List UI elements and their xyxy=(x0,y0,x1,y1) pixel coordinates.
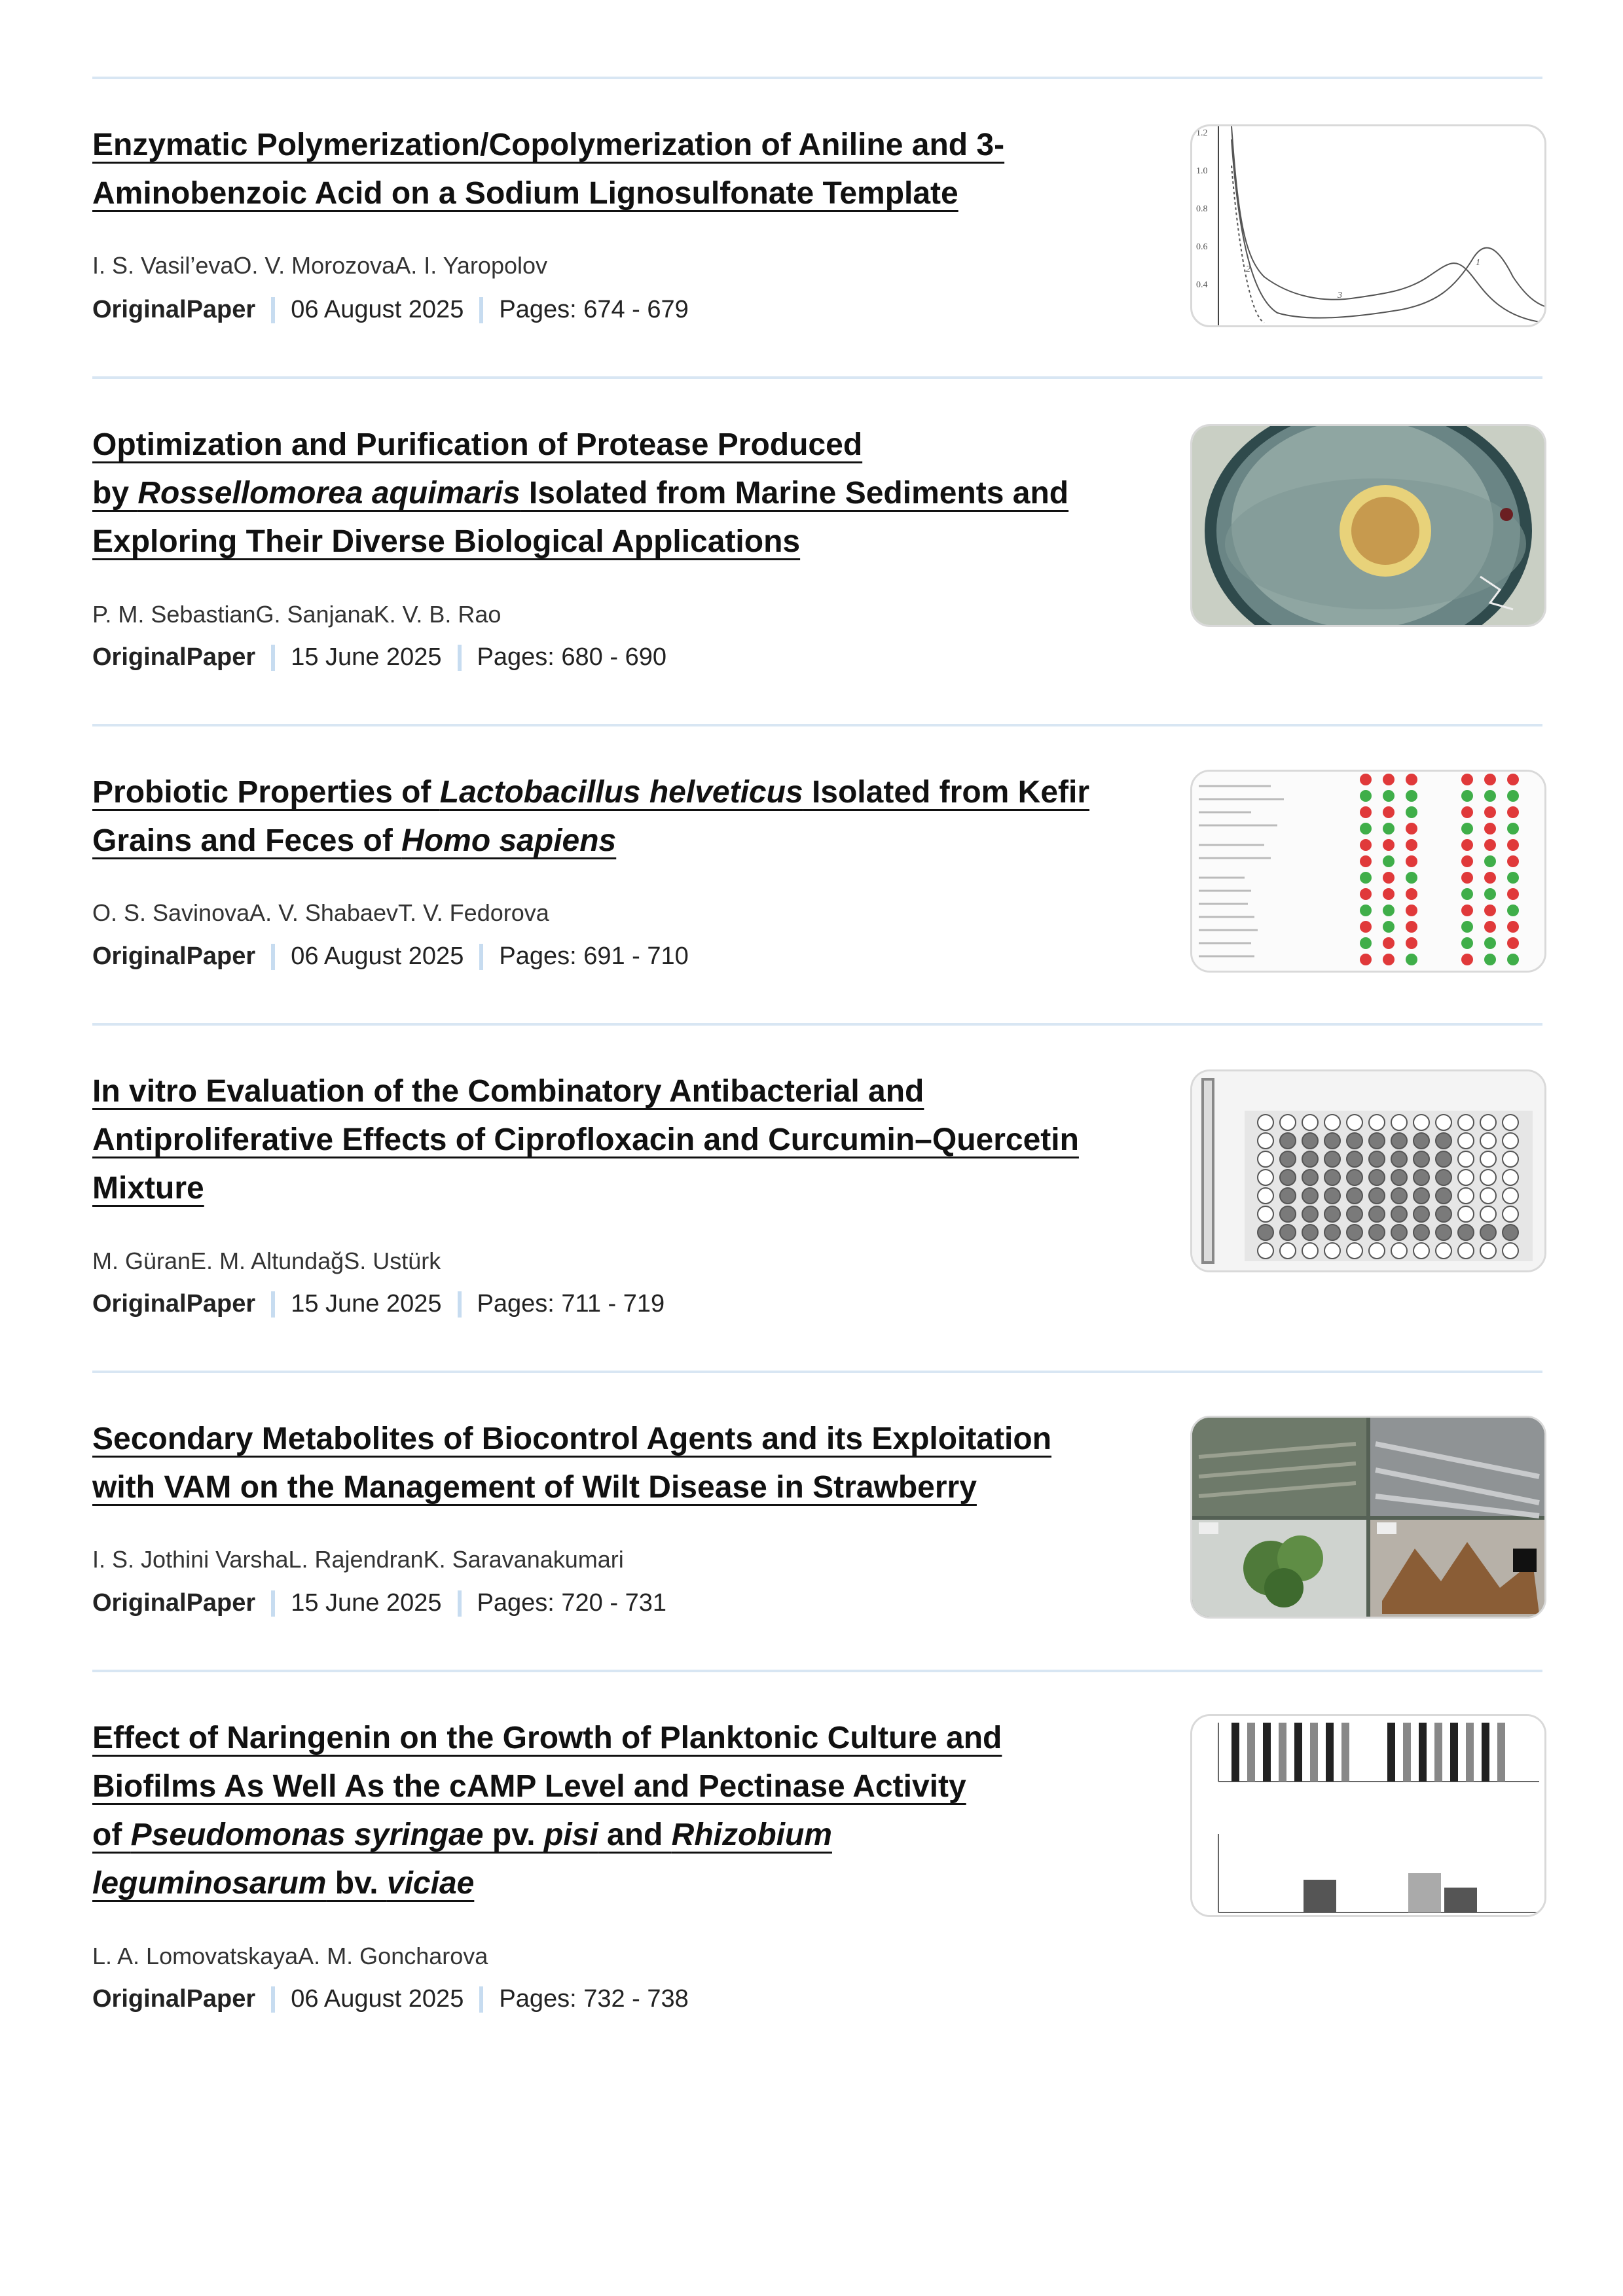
well-mark xyxy=(1302,1188,1318,1204)
well-mark xyxy=(1436,1170,1451,1185)
article-date: 06 August 2025 xyxy=(291,1985,464,2013)
title-line[interactable]: Aminobenzoic Acid on a Sodium Lignosulfonate Template xyxy=(92,176,958,211)
well-mark xyxy=(1503,1225,1518,1240)
dot-mark xyxy=(1383,954,1395,965)
article-title[interactable] xyxy=(92,768,1166,865)
tick-label: 1.2 xyxy=(1196,128,1208,138)
dot-mark xyxy=(1360,905,1372,916)
well-mark xyxy=(1480,1133,1496,1149)
well-mark xyxy=(1258,1206,1273,1222)
well-mark xyxy=(1258,1243,1273,1259)
title-line[interactable]: Grains and Feces of Homo sapiens xyxy=(92,823,617,858)
article-date: 15 June 2025 xyxy=(291,1290,442,1318)
dot-mark xyxy=(1507,774,1519,785)
well-mark xyxy=(1391,1151,1407,1167)
well-mark xyxy=(1391,1170,1407,1185)
article-authors: O. S. SavinovaA. V. ShabaevT. V. Fedorova xyxy=(92,899,549,926)
well-mark xyxy=(1480,1206,1496,1222)
well-mark xyxy=(1347,1133,1362,1149)
dot-mark xyxy=(1360,855,1372,867)
separator xyxy=(458,645,462,671)
bar-mark xyxy=(1419,1723,1427,1782)
dot-mark xyxy=(1383,839,1395,851)
dot-mark xyxy=(1461,921,1473,933)
dot-mark xyxy=(1406,790,1417,802)
tick-label: 0.8 xyxy=(1196,204,1208,214)
bar-mark xyxy=(1450,1723,1458,1782)
dot-mark xyxy=(1507,790,1519,802)
divider xyxy=(92,1670,1542,1672)
dot-mark xyxy=(1383,937,1395,949)
dot-mark xyxy=(1484,774,1496,785)
dot-mark xyxy=(1484,888,1496,900)
divider xyxy=(92,376,1542,379)
dot-mark xyxy=(1360,774,1372,785)
divider xyxy=(92,77,1542,79)
title-line[interactable]: Probiotic Properties of Lactobacillus helveticus Isolated from Kefir xyxy=(92,775,1090,810)
dot-mark xyxy=(1461,806,1473,818)
well-mark xyxy=(1347,1188,1362,1204)
well-mark xyxy=(1369,1206,1385,1222)
well-mark xyxy=(1480,1170,1496,1185)
dot-mark xyxy=(1484,855,1496,867)
dot-mark xyxy=(1507,872,1519,884)
well-mark xyxy=(1258,1133,1273,1149)
bar-mark xyxy=(1231,1723,1239,1782)
divider xyxy=(92,1371,1542,1373)
bar-mark xyxy=(1247,1723,1255,1782)
well-mark xyxy=(1258,1170,1273,1185)
curve-label: 1 xyxy=(1476,258,1480,268)
well-mark xyxy=(1480,1188,1496,1204)
tick-label: 0.6 xyxy=(1196,242,1208,252)
well-mark xyxy=(1391,1225,1407,1240)
well-mark xyxy=(1302,1151,1318,1167)
field-photos-icon[interactable] xyxy=(1190,1416,1546,1619)
article-title[interactable] xyxy=(92,1714,1166,1908)
well-mark xyxy=(1369,1170,1385,1185)
bar-mark xyxy=(1434,1723,1442,1782)
article-meta xyxy=(92,1589,666,1617)
dot-mark xyxy=(1360,823,1372,834)
well-mark xyxy=(1347,1225,1362,1240)
article-type: OriginalPaper xyxy=(92,296,256,323)
well-mark xyxy=(1280,1225,1296,1240)
separator xyxy=(271,645,275,671)
well-mark xyxy=(1436,1115,1451,1130)
well-mark xyxy=(1280,1115,1296,1130)
dot-mark xyxy=(1383,823,1395,834)
well-mark xyxy=(1324,1115,1340,1130)
article-pages: Pages: 732 - 738 xyxy=(499,1985,689,2013)
well-mark xyxy=(1391,1243,1407,1259)
dot-mark xyxy=(1507,954,1519,965)
well-plate-icon[interactable] xyxy=(1190,1069,1546,1272)
well-mark xyxy=(1324,1133,1340,1149)
well-mark xyxy=(1458,1151,1474,1167)
article-meta xyxy=(92,942,689,971)
well-mark xyxy=(1280,1206,1296,1222)
dot-mark xyxy=(1383,905,1395,916)
well-mark xyxy=(1324,1151,1340,1167)
petri-dish-icon[interactable] xyxy=(1190,424,1546,627)
well-mark xyxy=(1503,1206,1518,1222)
well-mark xyxy=(1458,1243,1474,1259)
dot-mark xyxy=(1484,790,1496,802)
dot-mark xyxy=(1461,888,1473,900)
dot-mark xyxy=(1360,872,1372,884)
article-pages: Pages: 674 - 679 xyxy=(499,296,689,323)
dot-mark xyxy=(1360,921,1372,933)
well-mark xyxy=(1436,1243,1451,1259)
dot-mark xyxy=(1383,872,1395,884)
separator xyxy=(458,1291,462,1318)
separator xyxy=(479,1986,483,2013)
dot-mark xyxy=(1406,855,1417,867)
curve-label: 2 xyxy=(1246,264,1250,274)
well-mark xyxy=(1458,1225,1474,1240)
well-mark xyxy=(1302,1225,1318,1240)
bar-mark xyxy=(1294,1723,1302,1782)
dot-mark xyxy=(1360,806,1372,818)
well-mark xyxy=(1503,1151,1518,1167)
dot-mark xyxy=(1507,855,1519,867)
article-type: OriginalPaper xyxy=(92,1290,256,1318)
well-mark xyxy=(1324,1170,1340,1185)
title-line[interactable]: In vitro Evaluation of the Combinatory Antibacterial and xyxy=(92,1074,924,1109)
spectrum-chart-icon[interactable] xyxy=(1190,124,1546,327)
well-mark xyxy=(1280,1188,1296,1204)
article-date: 15 June 2025 xyxy=(291,1589,442,1617)
dot-mark xyxy=(1383,921,1395,933)
article-date: 06 August 2025 xyxy=(291,942,464,970)
bar-mark xyxy=(1387,1723,1395,1782)
well-mark xyxy=(1280,1151,1296,1167)
article-type: OriginalPaper xyxy=(92,1589,256,1617)
title-line[interactable]: Mixture xyxy=(92,1171,204,1206)
article-authors: I. S. Jothini VarshaL. RajendranK. Saravanakumari xyxy=(92,1546,624,1573)
divider xyxy=(92,724,1542,726)
well-mark xyxy=(1302,1170,1318,1185)
well-mark xyxy=(1369,1225,1385,1240)
well-mark xyxy=(1436,1188,1451,1204)
dot-mark xyxy=(1383,888,1395,900)
dot-mark xyxy=(1461,774,1473,785)
bar-chart-icon[interactable] xyxy=(1190,1714,1546,1917)
bar-mark xyxy=(1497,1723,1505,1782)
article-meta xyxy=(92,296,689,324)
article-meta xyxy=(92,1290,665,1318)
dot-mark xyxy=(1406,839,1417,851)
title-line[interactable]: Biofilms As Well As the cAMP Level and Pectinase Activity xyxy=(92,1769,966,1804)
title-line[interactable]: with VAM on the Management of Wilt Disease in Strawberry xyxy=(92,1470,977,1505)
dot-mark xyxy=(1360,790,1372,802)
tick-label: 1.0 xyxy=(1196,166,1208,176)
dot-mark xyxy=(1406,937,1417,949)
dot-mark xyxy=(1360,937,1372,949)
well-mark xyxy=(1503,1133,1518,1149)
article-date: 15 June 2025 xyxy=(291,643,442,671)
separator xyxy=(271,1986,275,2013)
well-mark xyxy=(1391,1115,1407,1130)
well-mark xyxy=(1503,1243,1518,1259)
title-line[interactable]: Enzymatic Polymerization/Copolymerization of Aniline and 3- xyxy=(92,128,1005,162)
article-title[interactable] xyxy=(92,421,1166,566)
well-mark xyxy=(1347,1170,1362,1185)
well-mark xyxy=(1324,1188,1340,1204)
well-mark xyxy=(1369,1115,1385,1130)
well-mark xyxy=(1347,1206,1362,1222)
well-mark xyxy=(1458,1133,1474,1149)
well-mark xyxy=(1436,1151,1451,1167)
well-mark xyxy=(1503,1170,1518,1185)
well-mark xyxy=(1347,1151,1362,1167)
dot-mark xyxy=(1461,872,1473,884)
article-pages: Pages: 691 - 710 xyxy=(499,942,689,970)
separator xyxy=(271,297,275,323)
separator xyxy=(479,297,483,323)
dot-mark xyxy=(1461,823,1473,834)
well-mark xyxy=(1302,1115,1318,1130)
article-title[interactable] xyxy=(92,1415,1166,1512)
article-title[interactable] xyxy=(92,1067,1166,1213)
article-authors: M. GüranE. M. AltundağS. Ustürk xyxy=(92,1247,441,1274)
article-authors: I. S. Vasil’evaO. V. MorozovaA. I. Yaropolov xyxy=(92,252,548,279)
bar-mark xyxy=(1279,1723,1286,1782)
article-pages: Pages: 720 - 731 xyxy=(477,1589,666,1617)
well-mark xyxy=(1413,1243,1429,1259)
title-line[interactable]: Secondary Metabolites of Biocontrol Agents and its Exploitation xyxy=(92,1422,1052,1456)
article-meta xyxy=(92,1985,689,2013)
dot-mark xyxy=(1406,921,1417,933)
well-mark xyxy=(1436,1206,1451,1222)
dot-mark xyxy=(1360,839,1372,851)
separator xyxy=(271,1291,275,1318)
dot-mark xyxy=(1406,872,1417,884)
title-line[interactable]: Effect of Naringenin on the Growth of Planktonic Culture and xyxy=(92,1721,1002,1755)
well-mark xyxy=(1413,1206,1429,1222)
dot-mark xyxy=(1406,806,1417,818)
well-mark xyxy=(1391,1133,1407,1149)
article-pages: Pages: 680 - 690 xyxy=(477,643,666,671)
well-mark xyxy=(1413,1151,1429,1167)
title-line[interactable]: Exploring Their Diverse Biological Applications xyxy=(92,524,801,559)
well-mark xyxy=(1436,1225,1451,1240)
title-line[interactable]: Optimization and Purification of Protease Produced xyxy=(92,427,863,462)
dot-mark xyxy=(1484,823,1496,834)
title-line[interactable]: by Rossellomorea aquimaris Isolated from Marine Sediments and xyxy=(92,476,1069,511)
dot-mark xyxy=(1360,888,1372,900)
well-mark xyxy=(1391,1206,1407,1222)
well-mark xyxy=(1324,1225,1340,1240)
dot-mark xyxy=(1484,839,1496,851)
dot-mark xyxy=(1461,839,1473,851)
dot-mark xyxy=(1461,855,1473,867)
dot-mark xyxy=(1383,806,1395,818)
dot-mark xyxy=(1406,954,1417,965)
article-type: OriginalPaper xyxy=(92,643,256,671)
tick-label: 0.4 xyxy=(1196,280,1208,290)
bar-mark xyxy=(1482,1723,1489,1782)
dot-mark xyxy=(1383,774,1395,785)
bar-mark xyxy=(1263,1723,1271,1782)
article-meta xyxy=(92,643,666,672)
well-mark xyxy=(1258,1188,1273,1204)
article-authors: P. M. SebastianG. SanjanaK. V. B. Rao xyxy=(92,601,501,628)
dot-mark xyxy=(1507,823,1519,834)
dot-mark xyxy=(1461,905,1473,916)
dot-mark xyxy=(1507,888,1519,900)
well-mark xyxy=(1347,1115,1362,1130)
article-date: 06 August 2025 xyxy=(291,296,464,323)
dot-mark xyxy=(1484,806,1496,818)
title-line[interactable]: Antiproliferative Effects of Ciprofloxacin and Curcumin–Quercetin xyxy=(92,1122,1079,1157)
well-mark xyxy=(1369,1151,1385,1167)
well-mark xyxy=(1436,1133,1451,1149)
article-type: OriginalPaper xyxy=(92,942,256,970)
dot-mark xyxy=(1507,905,1519,916)
dot-mark xyxy=(1507,839,1519,851)
well-mark xyxy=(1458,1115,1474,1130)
dot-mark xyxy=(1484,905,1496,916)
dot-table-icon[interactable] xyxy=(1190,770,1546,973)
dot-mark xyxy=(1484,937,1496,949)
well-mark xyxy=(1324,1206,1340,1222)
well-mark xyxy=(1258,1225,1273,1240)
well-mark xyxy=(1391,1188,1407,1204)
dot-mark xyxy=(1406,888,1417,900)
well-mark xyxy=(1302,1243,1318,1259)
well-mark xyxy=(1458,1170,1474,1185)
bar-mark xyxy=(1403,1723,1411,1782)
well-mark xyxy=(1369,1133,1385,1149)
well-mark xyxy=(1302,1206,1318,1222)
well-mark xyxy=(1324,1243,1340,1259)
separator xyxy=(479,944,483,970)
dot-mark xyxy=(1484,954,1496,965)
well-mark xyxy=(1369,1188,1385,1204)
article-pages: Pages: 711 - 719 xyxy=(477,1290,665,1318)
bar-mark xyxy=(1326,1723,1334,1782)
well-mark xyxy=(1480,1225,1496,1240)
well-mark xyxy=(1302,1133,1318,1149)
article-authors: L. A. LomovatskayaA. M. Goncharova xyxy=(92,1943,488,1969)
well-mark xyxy=(1480,1151,1496,1167)
article-title[interactable] xyxy=(92,121,1166,218)
well-mark xyxy=(1280,1243,1296,1259)
dot-mark xyxy=(1406,823,1417,834)
separator xyxy=(458,1590,462,1617)
title-line[interactable]: leguminosarum bv. viciae xyxy=(92,1866,475,1901)
well-mark xyxy=(1369,1243,1385,1259)
dot-mark xyxy=(1383,855,1395,867)
well-mark xyxy=(1413,1170,1429,1185)
separator xyxy=(271,944,275,970)
curve-label: 3 xyxy=(1338,291,1342,300)
bar-mark xyxy=(1341,1723,1349,1782)
well-mark xyxy=(1413,1133,1429,1149)
dot-mark xyxy=(1383,790,1395,802)
well-mark xyxy=(1413,1225,1429,1240)
dot-mark xyxy=(1461,954,1473,965)
well-mark xyxy=(1458,1188,1474,1204)
well-mark xyxy=(1347,1243,1362,1259)
well-mark xyxy=(1258,1115,1273,1130)
well-mark xyxy=(1503,1188,1518,1204)
dot-mark xyxy=(1406,774,1417,785)
dot-mark xyxy=(1461,937,1473,949)
well-mark xyxy=(1458,1206,1474,1222)
dot-mark xyxy=(1406,905,1417,916)
title-line[interactable]: of Pseudomonas syringae pv. pisi and Rhizobium xyxy=(92,1818,832,1852)
bar-mark xyxy=(1310,1723,1318,1782)
dot-mark xyxy=(1507,921,1519,933)
dot-mark xyxy=(1507,937,1519,949)
well-mark xyxy=(1480,1243,1496,1259)
well-mark xyxy=(1480,1115,1496,1130)
article-type: OriginalPaper xyxy=(92,1985,256,2013)
dot-mark xyxy=(1484,921,1496,933)
well-mark xyxy=(1413,1188,1429,1204)
separator xyxy=(271,1590,275,1617)
dot-mark xyxy=(1507,806,1519,818)
well-mark xyxy=(1413,1115,1429,1130)
well-mark xyxy=(1280,1133,1296,1149)
bar-mark xyxy=(1466,1723,1474,1782)
well-mark xyxy=(1280,1170,1296,1185)
dot-mark xyxy=(1360,954,1372,965)
dot-mark xyxy=(1484,872,1496,884)
well-mark xyxy=(1258,1151,1273,1167)
divider xyxy=(92,1023,1542,1026)
dot-mark xyxy=(1461,790,1473,802)
well-mark xyxy=(1503,1115,1518,1130)
